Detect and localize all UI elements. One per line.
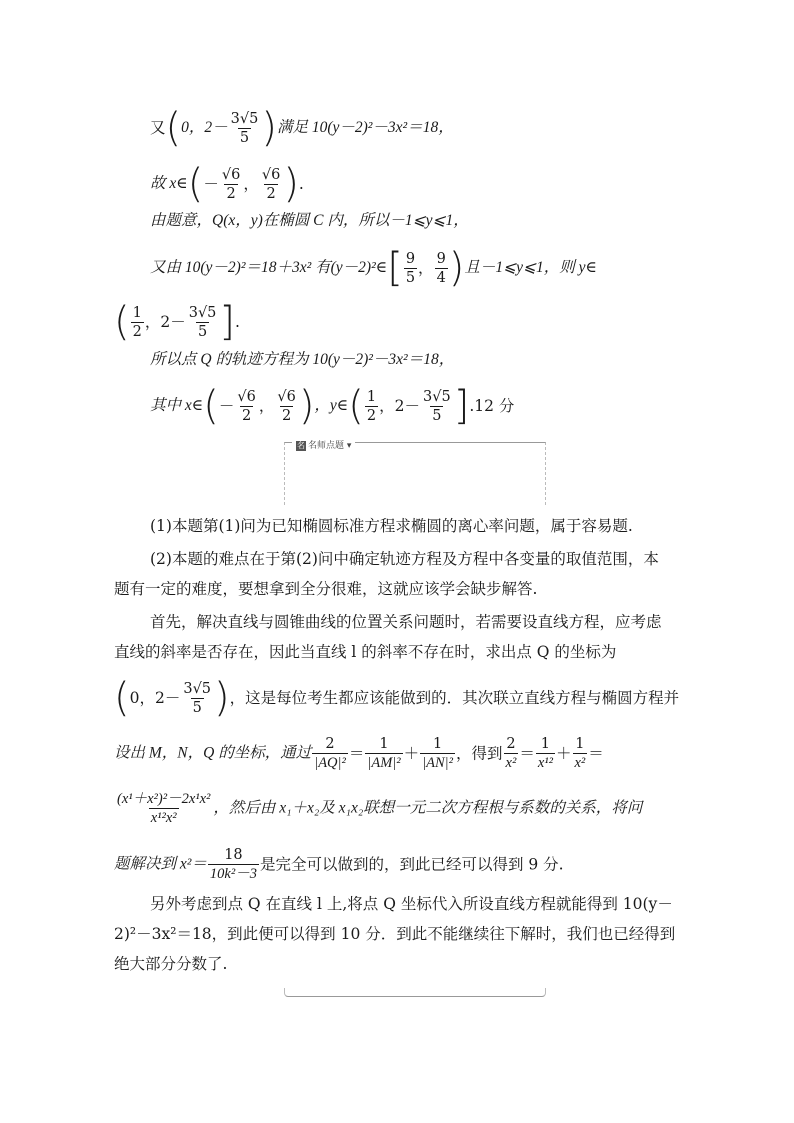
solution-line-5: ( $\frac{1}{2}$ ，2－ $\frac{3√5}{5}$ ]. <box>114 299 240 345</box>
tip-box-label: 名 名师点题 ▾ <box>292 438 355 451</box>
tip-box-top <box>284 442 546 505</box>
para-4c: 绝大部分分数了. <box>114 955 228 973</box>
tag-icon: 名 <box>297 441 305 450</box>
para-2a: (2)本题的难点在于第(2)问中确定轨迹方程及方程中各变量的取值范围，本 <box>150 550 659 568</box>
tip-box-bottom <box>284 988 546 997</box>
solution-line-2: 故 x∈(－ $\frac{√6}{2}$ ， $\frac{√6}{2}$ ). <box>150 161 304 207</box>
para-3e: $\frac{\text{(x¹＋x²)²－2x¹x²}}{\text{x¹²x²}}$ ，然后由 x₁＋x₂及 x₁x₂联想一元二次方程根与系数的关系，将问 <box>117 791 643 826</box>
solution-line-6: 所以点 Q 的轨迹方程为 10(y－2)²－3x²＝18， <box>150 351 455 368</box>
para-2b: 题有一定的难度，要想拿到全分很难，这就应该学会缺步解答. <box>114 580 538 598</box>
para-1: (1)本题第(1)问为已知椭圆标准方程求椭圆的离心率问题，属于容易题. <box>150 517 633 535</box>
solution-line-7: 其中 x∈(－ $\frac{√6}{2}$ ， $\frac{√6}{2}$ )，y∈( $\frac{1}{2}$ ，2－ $\frac{3√5}{5}$ ].12 分 <box>150 383 515 429</box>
para-4b: 2)²－3x²＝18，到此便可以得到 10 分．到此不能继续往下解时，我们也已经得到 <box>114 925 676 943</box>
para-3c: (0，2－ $\frac{3√5}{5}$ )，这是每位考生都应该能做到的．其次联立直线方程与椭圆方程并 <box>114 675 680 721</box>
para-3d: 设出 M，N，Q 的坐标，通过 $\frac{2}{\text{|AQ|²}}$ ＝ $\frac{1}{\text{|AM|²}}$ ＋ $\frac{1}{\text{|AN|²}}$ ，得到 $\frac{2}{\text{x²}}$ ＝ $\frac{1}{\text{x¹²}}$ ＋ $\frac{1}{\text{x²}}$ ＝ <box>114 736 604 771</box>
para-3b: 直线的斜率是否存在，因此当直线 l 的斜率不存在时，求出点 Q 的坐标为 <box>114 643 617 661</box>
solution-line-3: 由题意，Q(x，y)在椭圆 C 内，所以－1⩽y⩽1， <box>150 212 469 229</box>
para-3f: 题解决到 x²＝ $\frac{18}{\text{10k²－3}}$ 是完全可以做到的，到此已经可以得到 9 分. <box>114 847 564 882</box>
solution-line-1: 又(0，2－ $\frac{3√5}{5}$ )满足 10(y－2)²－3x²＝18， <box>150 105 454 151</box>
para-3a: 首先，解决直线与圆锥曲线的位置关系问题时，若需要设直线方程，应考虑 <box>150 613 662 631</box>
para-4a: 另外考虑到点 Q 在直线 l 上,将点 Q 坐标代入所设直线方程就能得到 10(y－ <box>150 895 673 913</box>
solution-line-4: 又由 10(y－2)²＝18＋3x² 有(y－2)²∈[ $\frac{9}{5}$ ， $\frac{9}{4}$ )且－1⩽y⩽1，则 y∈ <box>150 245 597 291</box>
